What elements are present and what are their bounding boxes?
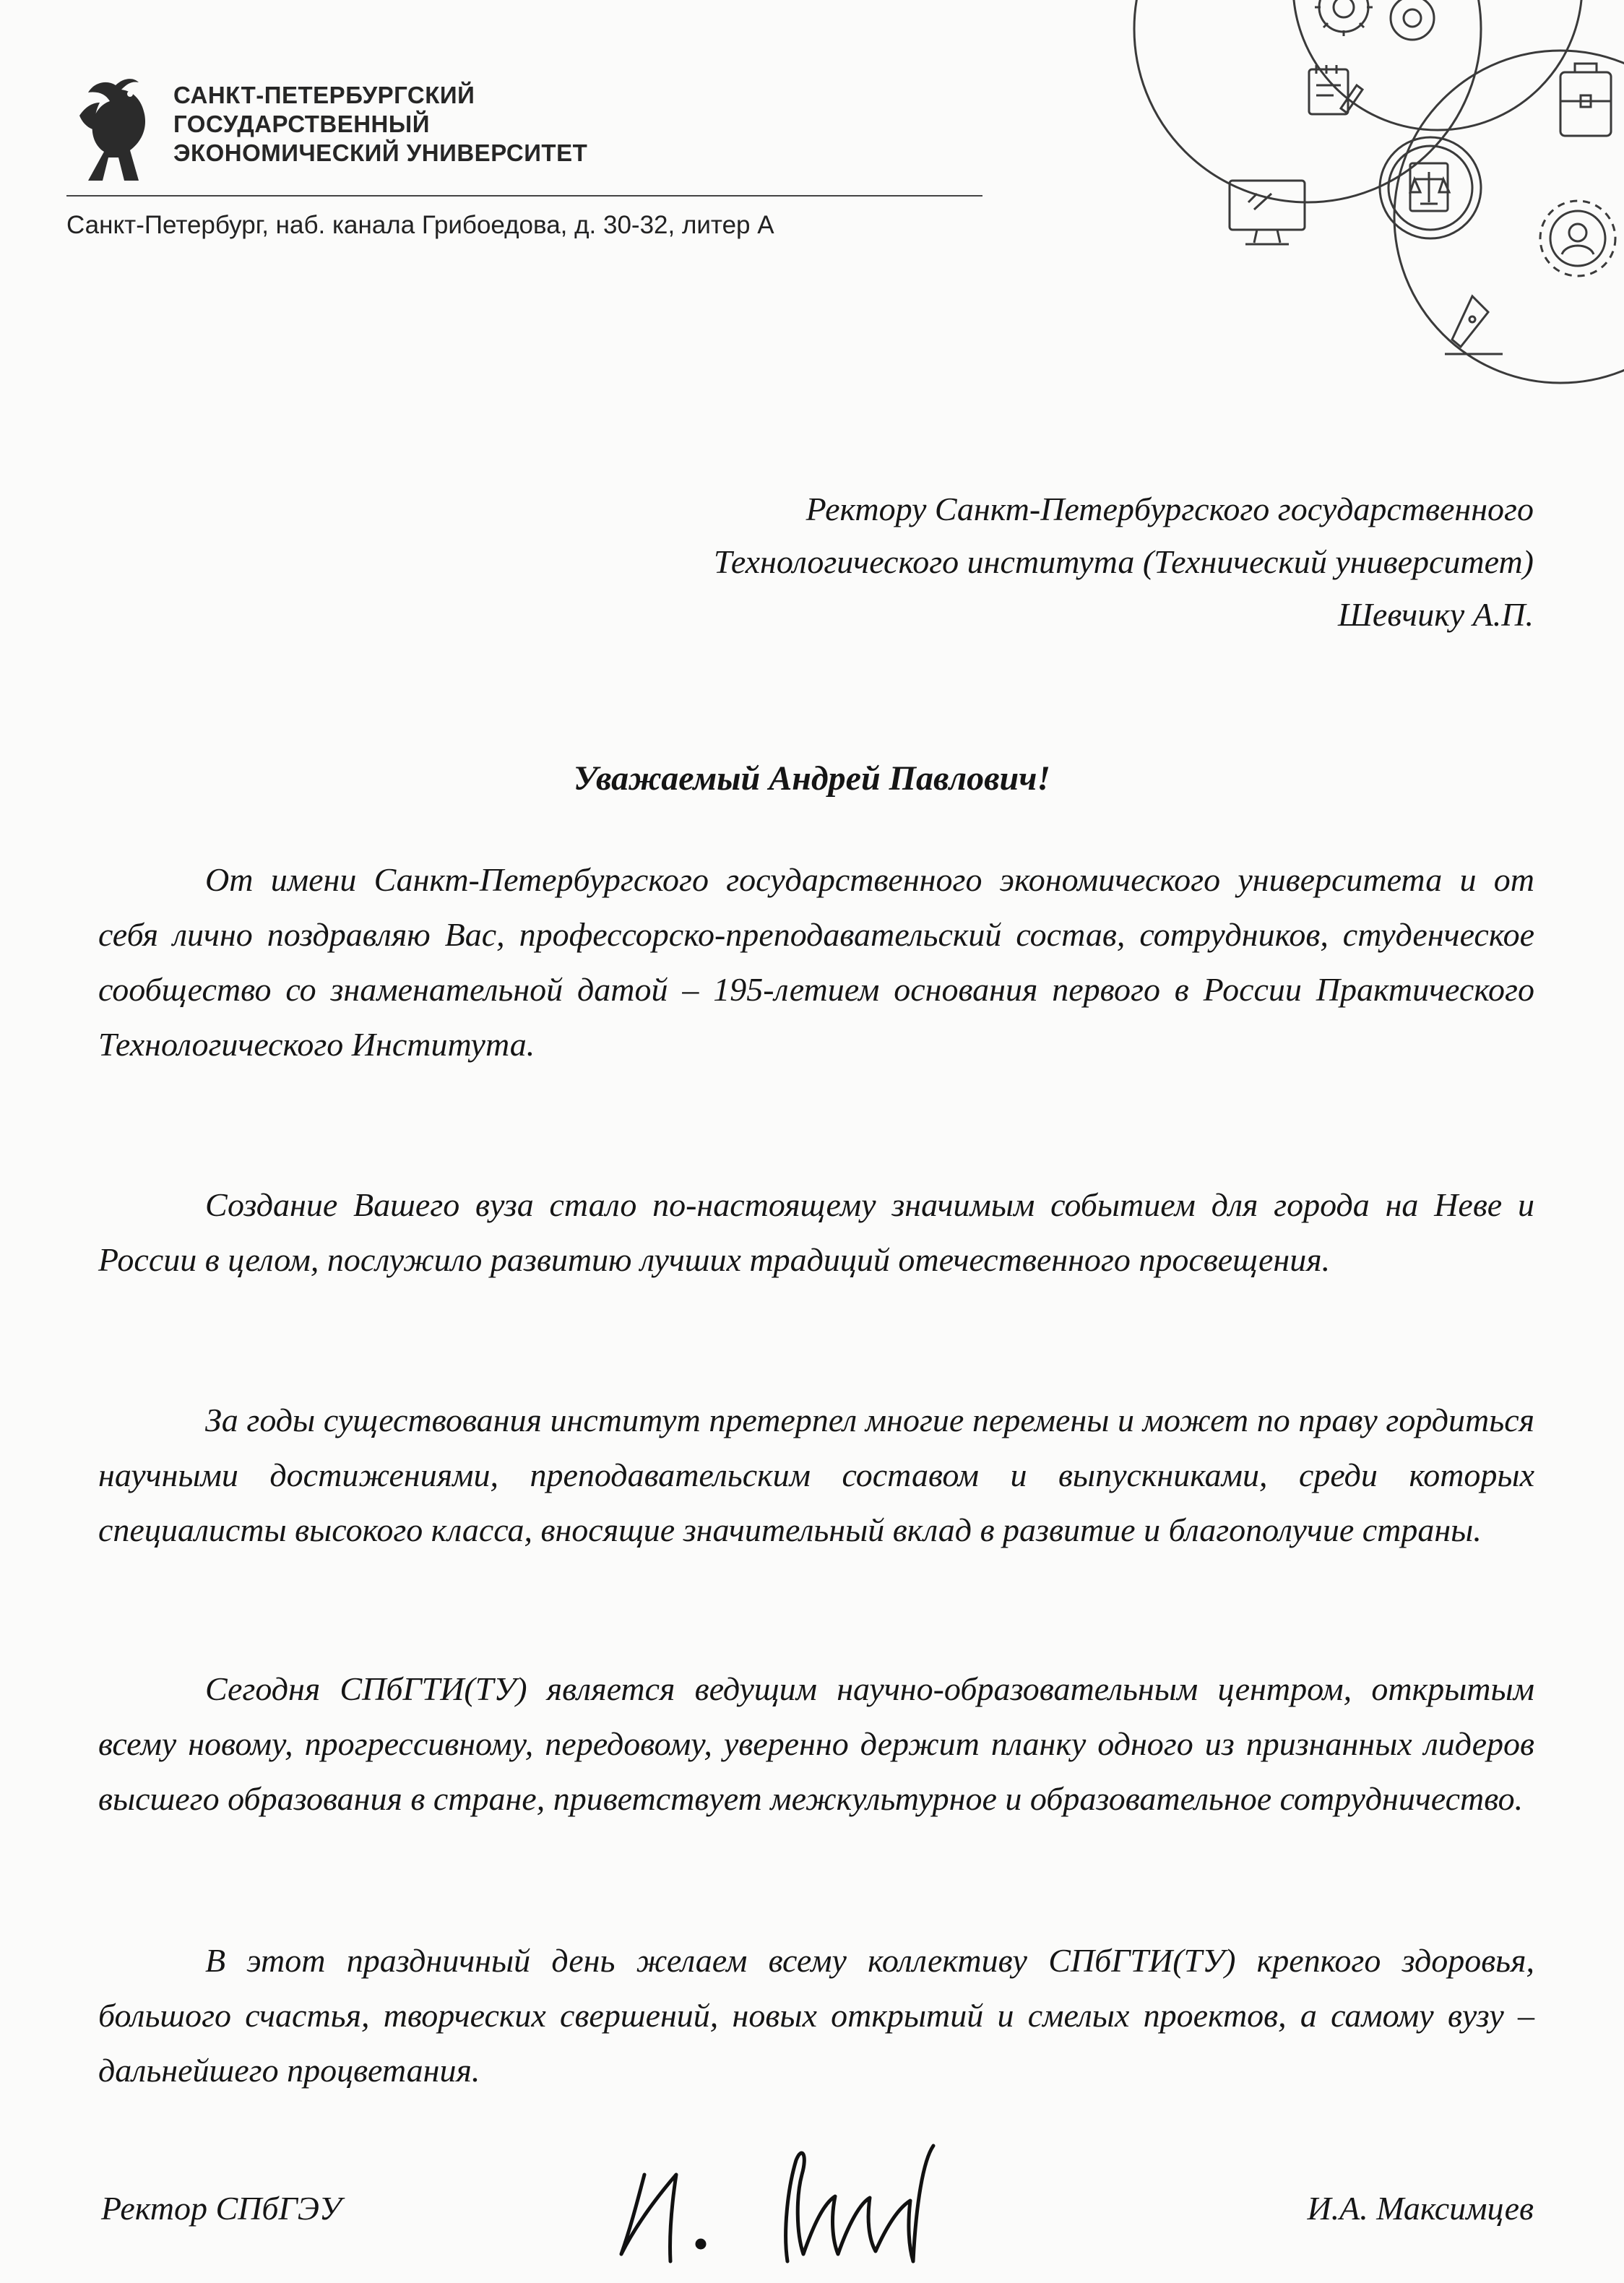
briefcase-icon [1560, 64, 1611, 136]
university-name-line: ЭКОНОМИЧЕСКИЙ УНИВЕРСИТЕТ [173, 139, 588, 166]
signatory-name: И.А. Максимцев [1307, 2190, 1534, 2227]
university-name-line: САНКТ-ПЕТЕРБУРГСКИЙ [173, 82, 475, 108]
salutation: Уважаемый Андрей Павлович! [573, 759, 1051, 798]
header-decoration [1127, 0, 1624, 448]
header-divider [66, 195, 982, 197]
signatory-position: Ректор СПбГЭУ [101, 2190, 342, 2227]
griffin-logo-icon [66, 72, 160, 188]
university-name-line: ГОСУДАРСТВЕННЫЙ [173, 111, 430, 137]
gear-icon [1315, 0, 1434, 40]
letter-paragraph: Сегодня СПбГТИ(ТУ) является ведущим научно-образовательным центром, открытым всему новому, прогрессивному, передовому, уверенно держит планку одного из признанных лидеров высшего образования в стране, приветствует межкультурное и образовательное сотрудничество. [98, 1670, 1534, 1817]
handwritten-signature [607, 2117, 997, 2276]
university-address: Санкт-Петербург, наб. канала Грибоедова, д. 30-32, литер А [66, 211, 774, 239]
recipient-line: Технологического института (Технический университет) [713, 543, 1534, 580]
recipient-line: Ректору Санкт-Петербургского государственного [805, 491, 1534, 527]
notepad-icon [1309, 65, 1362, 114]
user-gear-icon [1540, 201, 1615, 276]
scales-document-icon [1410, 163, 1449, 211]
letter-paragraph: Создание Вашего вуза стало по-настоящему значимым событием для города на Неве и России в целом, послужило развитию лучших традиций отечественного просвещения. [98, 1186, 1534, 1278]
recipient-block [714, 483, 1534, 641]
computer-monitor-icon [1230, 181, 1305, 244]
letter-paragraph: От имени Санкт-Петербургского государственного экономического университета и от себя лично поздравляю Вас, профессорско-преподавательский состав, сотрудников, студенческое сообщество со знаменательной датой – 195-летием основания первого в России Практического Технологического Института. [98, 861, 1534, 1063]
university-name [173, 81, 587, 168]
recipient-line: Шевчику А.П. [1337, 596, 1534, 633]
letter-paragraph: В этот праздничный день желаем всему коллективу СПбГТИ(ТУ) крепкого здоровья, большого счастья, творческих свершений, новых открытий и смелых проектов, а самому вузу – дальнейшего процветания. [98, 1942, 1534, 2089]
letter-paragraph: За годы существования институт претерпел многие перемены и может по праву гордиться научными достижениями, преподавательским составом и выпускниками, среди которых специалисты высокого класса, вносящие значительный вклад в развитие и благополучие страны. [98, 1402, 1534, 1548]
